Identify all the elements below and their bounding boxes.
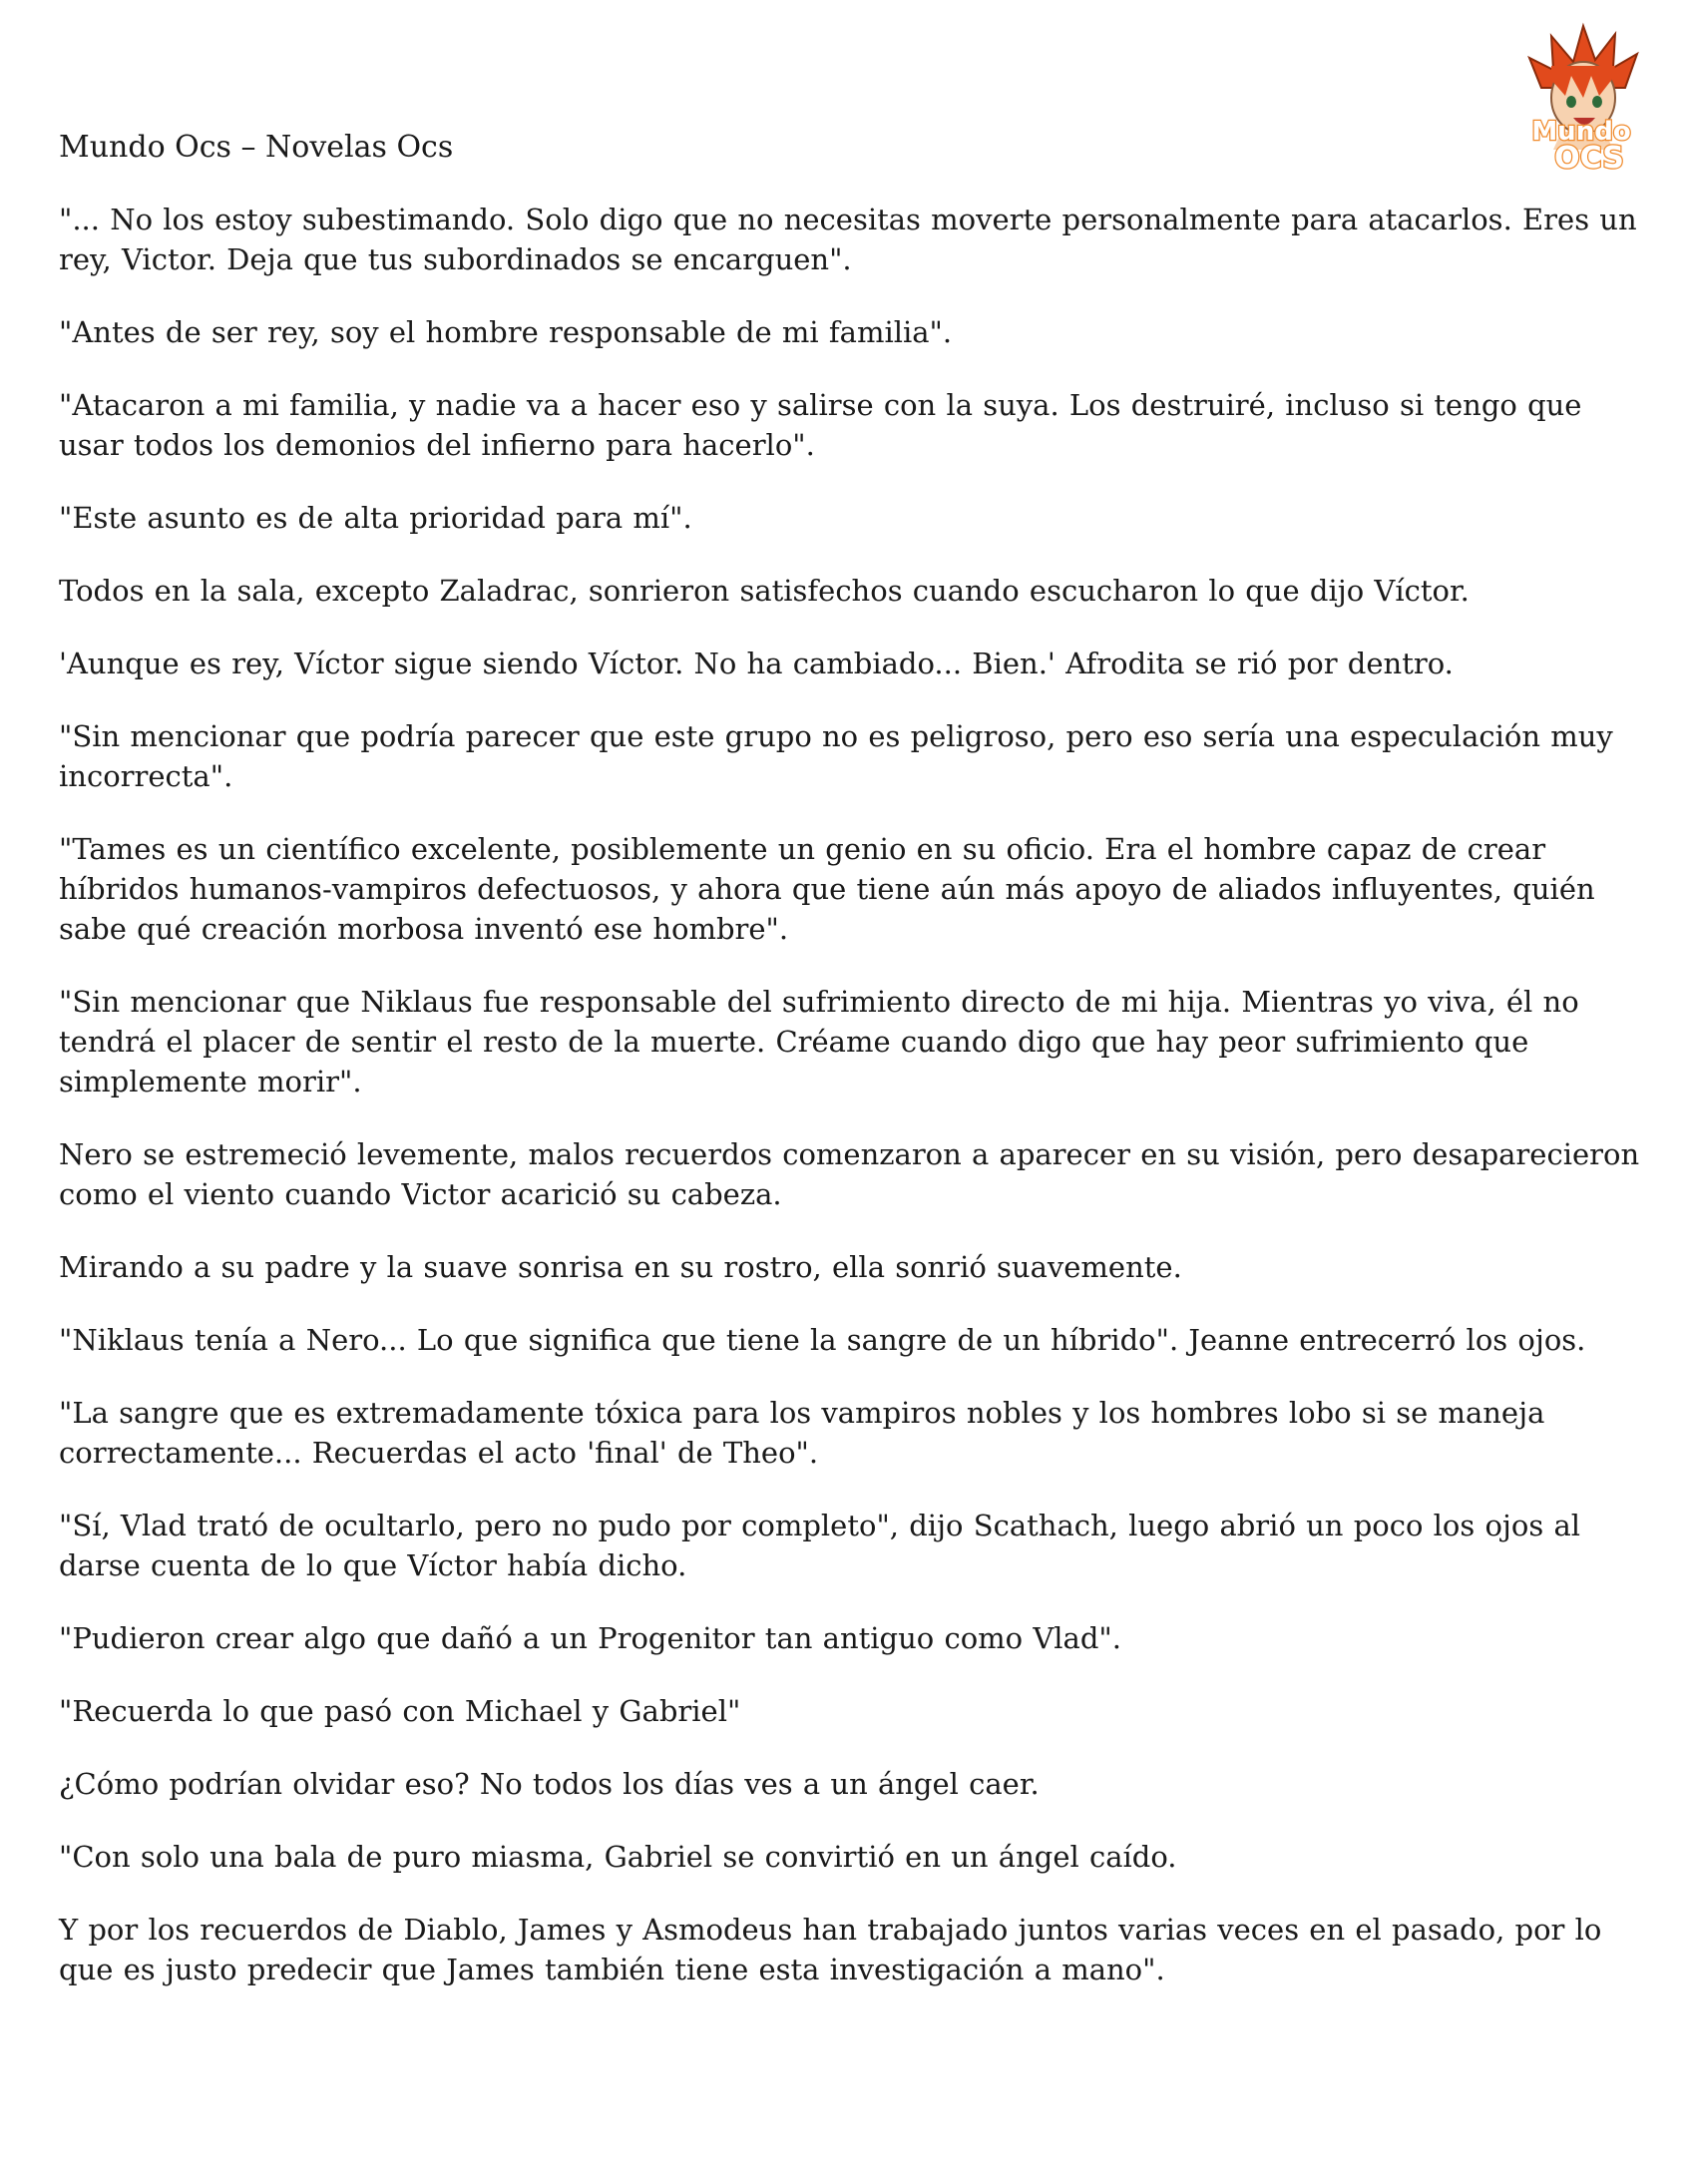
document-body (59, 200, 1645, 2022)
left-eye (1566, 96, 1576, 108)
paragraph: "Tames es un científico excelente, posiblemente un genio en su oficio. Era el hombre capaz de crear híbridos humanos-vampiros defectuosos, y ahora que tiene aún más apoyo de aliados influyentes, quién sabe qué creación morbosa inventó ese hombre". (59, 832, 1595, 946)
paragraph: "Con solo una bala de puro miasma, Gabriel se convirtió en un ángel caído. (59, 1840, 1177, 1874)
paragraph: 'Aunque es rey, Víctor sigue siendo Víctor. No ha cambiado... Bien.' Afrodita se rió por dentro. (59, 647, 1454, 680)
paragraph: "Recuerda lo que pasó con Michael y Gabriel" (59, 1694, 741, 1728)
paragraph: "Niklaus tenía a Nero... Lo que significa que tiene la sangre de un híbrido". Jeanne entrecerró los ojos. (59, 1323, 1586, 1357)
paragraph: "Sin mencionar que Niklaus fue responsable del sufrimiento directo de mi hija. Mientras yo viva, él no tendrá el placer de sentir el resto de la muerte. Créame cuando digo que hay peor sufrimiento que simplemente morir". (59, 985, 1579, 1098)
document-header: Mundo Ocs – Novelas Ocs (59, 130, 454, 165)
paragraph: "Atacaron a mi familia, y nadie va a hacer eso y salirse con la suya. Los destruiré, incluso si tengo que usar todos los demonios del infierno para hacerlo". (59, 388, 1582, 462)
right-eye (1592, 96, 1602, 108)
paragraph: "Este asunto es de alta prioridad para mí". (59, 501, 692, 535)
mundo-ocs-logo-art (1501, 18, 1661, 178)
logo-text-line2: OCS (1554, 141, 1624, 176)
paragraph: "Sin mencionar que podría parecer que este grupo no es peligroso, pero eso sería una especulación muy incorrecta". (59, 719, 1613, 793)
paragraph: "Antes de ser rey, soy el hombre responsable de mi familia". (59, 315, 953, 349)
paragraph: "... No los estoy subestimando. Solo digo que no necesitas moverte personalmente para atacarlos. Eres un rey, Victor. Deja que tus subordinados se encarguen". (59, 203, 1637, 276)
paragraph: Nero se estremeció levemente, malos recuerdos comenzaron a aparecer en su visión, pero desaparecieron como el viento cuando Victor acarició su cabeza. (59, 1137, 1640, 1211)
paragraph: Y por los recuerdos de Diablo, James y Asmodeus han trabajado juntos varias veces en el pasado, por lo que es justo predecir que James también tiene esta investigación a mano". (59, 1913, 1602, 1986)
paragraph: "Pudieron crear algo que dañó a un Progenitor tan antiguo como Vlad". (59, 1621, 1121, 1655)
mundo-ocs-logo (1501, 18, 1661, 178)
logo-text-line1: Mundo (1531, 117, 1631, 147)
paragraph: Todos en la sala, excepto Zaladrac, sonrieron satisfechos cuando escucharon lo que dijo Víctor. (59, 574, 1470, 608)
paragraph: ¿Cómo podrían olvidar eso? No todos los días ves a un ángel caer. (59, 1767, 1040, 1801)
paragraph: "La sangre que es extremadamente tóxica para los vampiros nobles y los hombres lobo si se maneja correctamente... Recuerdas el acto 'final' de Theo". (59, 1396, 1545, 1470)
paragraph: Mirando a su padre y la suave sonrisa en su rostro, ella sonrió suavemente. (59, 1250, 1182, 1284)
paragraph: "Sí, Vlad trató de ocultarlo, pero no pudo por completo", dijo Scathach, luego abrió un poco los ojos al darse cuenta de lo que Víctor había dicho. (59, 1509, 1581, 1582)
